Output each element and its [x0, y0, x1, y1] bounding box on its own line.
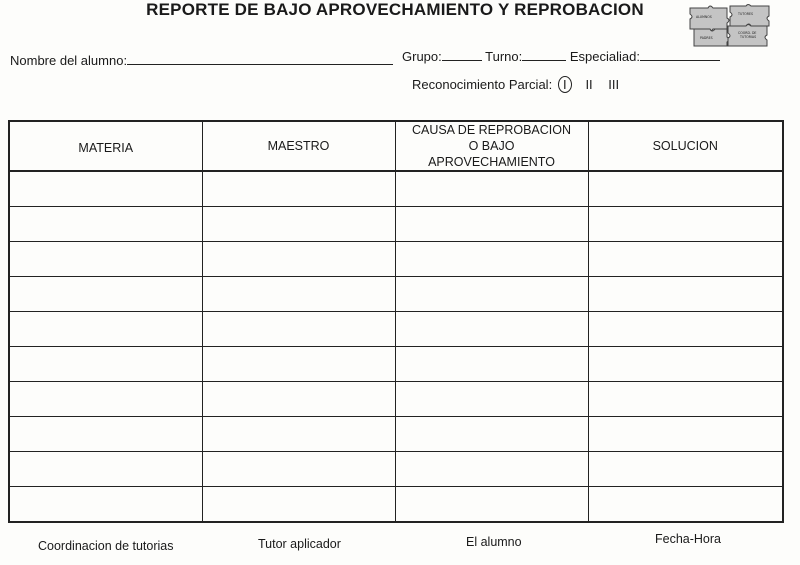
- table-cell[interactable]: [202, 347, 395, 382]
- svg-text:TUTORES: TUTORES: [738, 12, 753, 16]
- student-name-label: Nombre del alumno:: [10, 53, 128, 68]
- table-cell[interactable]: [395, 452, 588, 487]
- table-cell[interactable]: [588, 382, 783, 417]
- table-cell[interactable]: [9, 347, 202, 382]
- table-row: [9, 417, 783, 452]
- table-cell[interactable]: [9, 417, 202, 452]
- table-cell[interactable]: [395, 312, 588, 347]
- partial-option-1[interactable]: I: [558, 76, 572, 93]
- table-cell[interactable]: [395, 242, 588, 277]
- partial-option-2[interactable]: II: [585, 77, 593, 92]
- table-cell[interactable]: [588, 207, 783, 242]
- table-cell[interactable]: [395, 382, 588, 417]
- table-cell[interactable]: [395, 347, 588, 382]
- table-cell[interactable]: [9, 312, 202, 347]
- table-row: [9, 487, 783, 523]
- group-blank[interactable]: [442, 48, 482, 61]
- table-cell[interactable]: [588, 277, 783, 312]
- student-name-field: [10, 52, 393, 68]
- report-table: [8, 120, 784, 523]
- table-cell[interactable]: [202, 242, 395, 277]
- table-cell[interactable]: [395, 171, 588, 207]
- page-title: REPORTE DE BAJO APROVECHAMIENTO Y REPROBACION: [146, 0, 644, 19]
- svg-text:COORD. DE: COORD. DE: [738, 31, 757, 35]
- partial-option-3[interactable]: III: [608, 77, 620, 92]
- table-cell[interactable]: [395, 487, 588, 523]
- signature-alumno: El alumno: [466, 535, 522, 549]
- student-name-blank[interactable]: [127, 52, 393, 65]
- table-cell[interactable]: [202, 487, 395, 523]
- partial-recognition-field: [412, 76, 619, 93]
- table-header-row: [9, 121, 783, 171]
- table-cell[interactable]: [9, 382, 202, 417]
- table-cell[interactable]: [395, 207, 588, 242]
- table-cell[interactable]: [9, 487, 202, 523]
- column-header-causa: CAUSA DE REPROBACION O BAJO APROVECHAMIENTO: [395, 121, 588, 171]
- table-cell[interactable]: [202, 382, 395, 417]
- signature-coordinacion: Coordinacion de tutorias: [38, 539, 174, 553]
- table-cell[interactable]: [588, 417, 783, 452]
- table-row: [9, 347, 783, 382]
- table-cell[interactable]: [9, 207, 202, 242]
- table-row: [9, 171, 783, 207]
- table-cell[interactable]: [588, 242, 783, 277]
- table-cell[interactable]: [202, 171, 395, 207]
- table-cell[interactable]: [202, 312, 395, 347]
- svg-text:ALUMNOS: ALUMNOS: [696, 15, 712, 19]
- column-header-solucion: SOLUCION: [588, 121, 783, 171]
- specialty-label: Especialiad:: [569, 49, 640, 64]
- table-cell[interactable]: [202, 417, 395, 452]
- table-cell[interactable]: [588, 347, 783, 382]
- signature-tutor: Tutor aplicador: [258, 537, 341, 551]
- group-shift-specialty-fields: [402, 48, 720, 64]
- signature-fecha: Fecha-Hora: [655, 532, 721, 546]
- table-cell[interactable]: [202, 452, 395, 487]
- table-cell[interactable]: [588, 487, 783, 523]
- table-row: [9, 207, 783, 242]
- group-label: Grupo:: [402, 49, 442, 64]
- svg-text:TUTORIAS: TUTORIAS: [740, 35, 757, 39]
- column-header-materia: MATERIA: [9, 121, 202, 171]
- table-cell[interactable]: [588, 452, 783, 487]
- table-cell[interactable]: [588, 171, 783, 207]
- table-row: [9, 242, 783, 277]
- table-row: [9, 277, 783, 312]
- table-row: [9, 382, 783, 417]
- svg-text:PADRES: PADRES: [700, 36, 713, 40]
- shift-label: Turno:: [485, 49, 523, 64]
- table-cell[interactable]: [9, 171, 202, 207]
- table-cell[interactable]: [9, 242, 202, 277]
- table-cell[interactable]: [395, 277, 588, 312]
- column-header-maestro: MAESTRO: [202, 121, 395, 171]
- table-cell[interactable]: [588, 312, 783, 347]
- table-cell[interactable]: [202, 207, 395, 242]
- puzzle-logo-icon: [688, 2, 774, 48]
- shift-blank[interactable]: [522, 48, 566, 61]
- table-row: [9, 312, 783, 347]
- table-cell[interactable]: [9, 452, 202, 487]
- table-cell[interactable]: [202, 277, 395, 312]
- table-cell[interactable]: [395, 417, 588, 452]
- table-cell[interactable]: [9, 277, 202, 312]
- table-row: [9, 452, 783, 487]
- partial-recognition-label: Reconocimiento Parcial:: [412, 77, 553, 92]
- specialty-blank[interactable]: [640, 48, 720, 61]
